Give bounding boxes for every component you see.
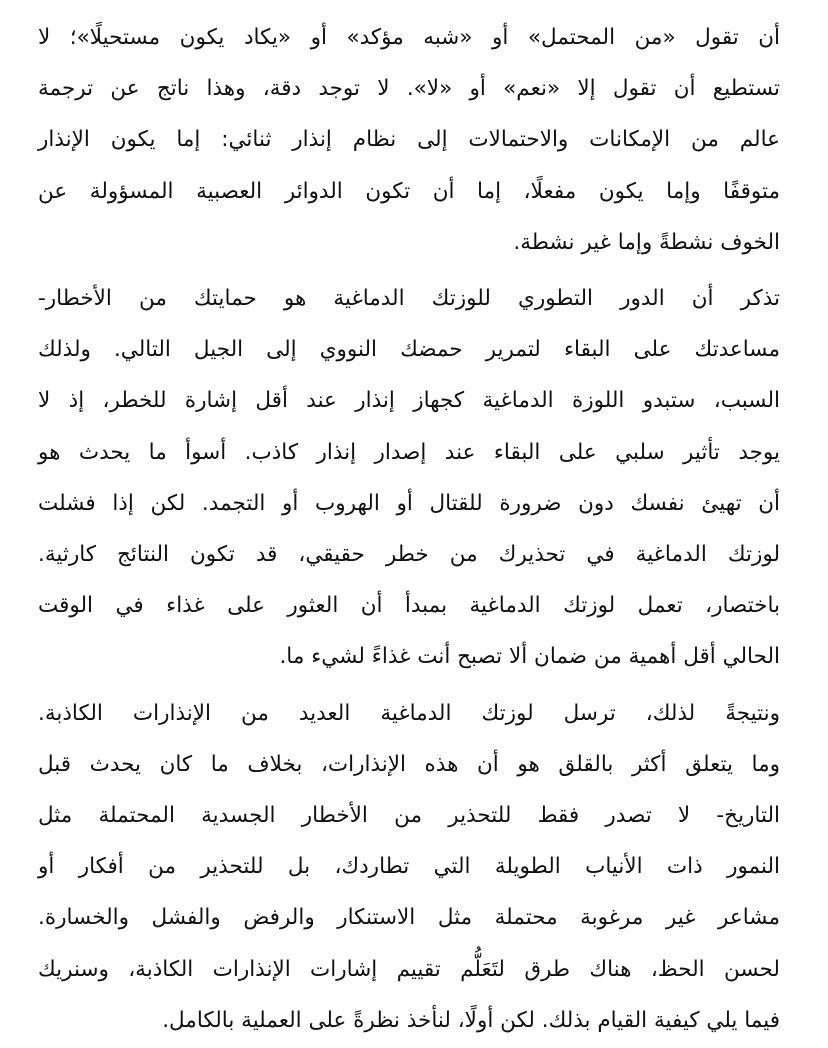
text-line: عالم من الإمكانات والاحتمالات إلى نظام إنذار ثنائي: إما يكون الإنذار bbox=[38, 127, 780, 153]
text-line: الخوف نشطةً وإما غير نشطة. bbox=[513, 229, 780, 255]
text-line: لوزتك الدماغية في تحذيرك من خطر حقيقي، قد تكون النتائج كارثية. bbox=[38, 542, 780, 568]
text-line: النمور ذات الأنياب الطويلة التي تطاردك، بل للتحذير من أفكار أو bbox=[38, 854, 780, 880]
paragraph-1 bbox=[38, 12, 780, 268]
text-line: يوجد تأثير سلبي على البقاء عند إصدار إنذار كاذب. أسوأ ما يحدث هو bbox=[38, 439, 780, 465]
text-line: لحسن الحظ، هناك طرق لتَعَلُّم تقييم إشارات الإنذارات الكاذبة، وسنريك bbox=[38, 956, 780, 982]
text-line: التاريخ- لا تصدر فقط للتحذير من الأخطار الجسدية المحتملة مثل bbox=[38, 803, 780, 829]
text-line: مشاعر غير مرغوبة محتملة مثل الاستنكار والرفض والفشل والخسارة. bbox=[38, 905, 780, 931]
text-line: الحالي أقل أهمية من ضمان ألا تصبح أنت غذاءً لشيء ما. bbox=[279, 644, 780, 670]
paragraph-3 bbox=[38, 688, 780, 1046]
text-line: مساعدتك على البقاء لتمرير حمضك النووي إلى الجيل التالي. ولذلك bbox=[38, 337, 780, 363]
text-line: أن تهيئ نفسك دون ضرورة للقتال أو الهروب أو التجمد. لكن إذا فشلت bbox=[38, 490, 780, 516]
text-line: وما يتعلق أكثر بالقلق هو أن هذه الإنذارات، بخلاف ما كان يحدث قبل bbox=[38, 751, 780, 777]
paragraph-2 bbox=[38, 273, 780, 683]
text-line: تستطيع أن تقول إلا «نعم» أو «لا». لا توجد دقة، وهذا ناتج عن ترجمة bbox=[38, 76, 780, 102]
text-line: السبب، ستبدو اللوزة الدماغية كجهاز إنذار عند أقل إشارة للخطر، إذ لا bbox=[38, 388, 780, 414]
text-line: ونتيجةً لذلك، ترسل لوزتك الدماغية العديد من الإنذارات الكاذبة. bbox=[38, 700, 780, 726]
text-line: باختصار، تعمل لوزتك الدماغية بمبدأ أن العثور على غذاء في الوقت bbox=[38, 593, 780, 619]
text-line: أن تقول «من المحتمل» أو «شبه مؤكد» أو «يكاد يكون مستحيلًا»؛ لا bbox=[38, 25, 780, 50]
text-line: تذكر أن الدور التطوري للوزتك الدماغية هو حمايتك من الأخطار- bbox=[38, 286, 780, 312]
text-line: فيما يلي كيفية القيام بذلك. لكن أولًا، لنأخذ نظرةً على العملية بالكامل. bbox=[162, 1007, 780, 1033]
text-line: متوقفًا وإما يكون مفعلًا، إما أن تكون الدوائر العصبية المسؤولة عن bbox=[38, 178, 780, 204]
